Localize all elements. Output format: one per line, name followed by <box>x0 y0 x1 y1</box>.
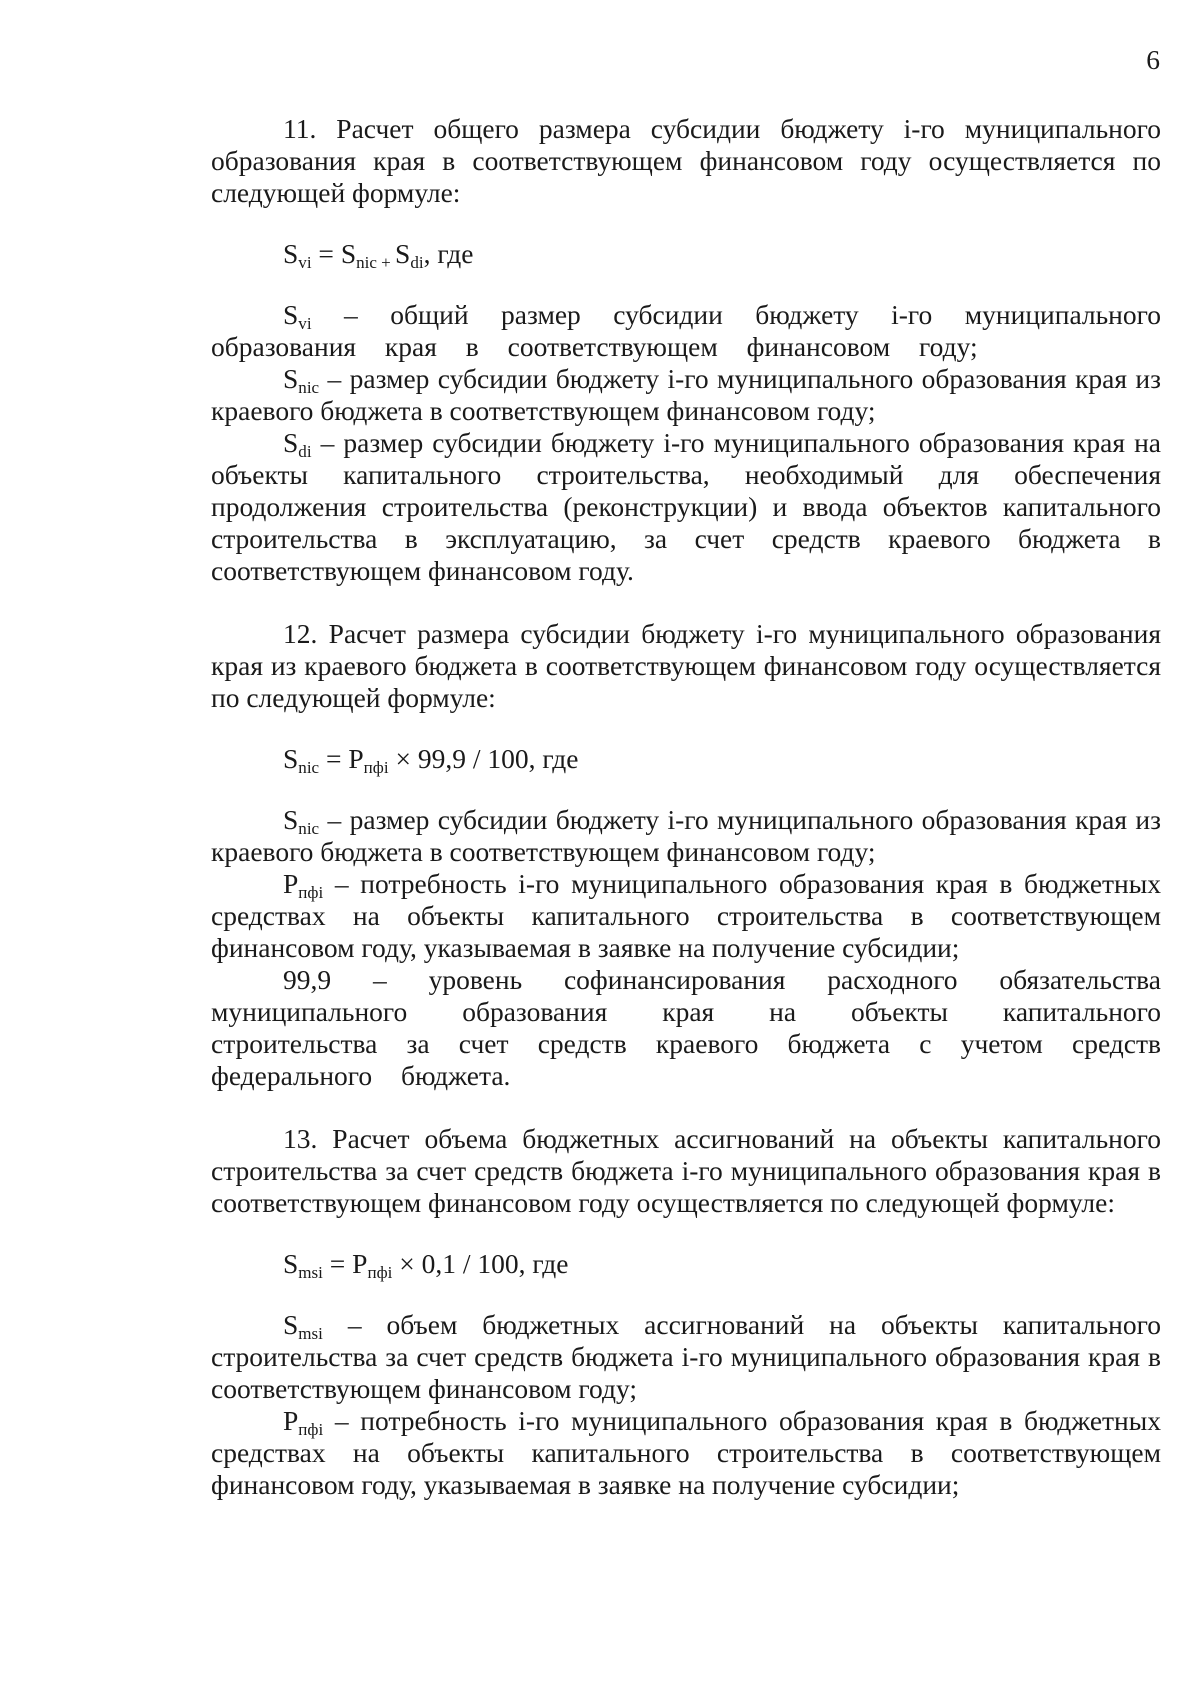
section-12-paragraph: 12. Расчет размера субсидии бюджету i-го муниципального образования края из краевого бюджета в соответствующем финансовом году осуществляется по следующей формуле: <box>211 618 1161 713</box>
definition-ppfi: $P_{пфi}$ – потребность i-го муниципального образования края в бюджетных средствах на объекты капитального строительства в соответствующем финансовом году, указываемая в заявке на получение субсидии; <box>211 868 1161 963</box>
document-body <box>211 113 1161 1501</box>
formula-smsi: $S_{msi} = P_{пфi} \times 0,1 / 100$, где <box>283 1248 569 1282</box>
definition-cofinancing-level: 99,9 – уровень софинансирования расходного обязательства муниципального образования края на объекты капитального строительства за счет средств краевого бюджета с учетом средств федерального бюджета. <box>211 964 1161 1091</box>
section-11-paragraph: 11. Расчет общего размера субсидии бюджету i-го муниципального образования края в соответствующем финансовом году осуществляется по следующей формуле: <box>211 113 1161 208</box>
definition-ppfi-2: $P_{пфi}$ – потребность i-го муниципального образования края в бюджетных средствах на объекты капитального строительства в соответствующем финансовом году, указываемая в заявке на получение субсидии; <box>211 1405 1161 1500</box>
definition-snic-2: $S_{nic}$ – размер субсидии бюджету i-го муниципального образования края из краевого бюджета в соответствующем финансовом году; <box>211 804 1161 867</box>
definition-snic: $S_{nic}$ – размер субсидии бюджету i-го муниципального образования края из краевого бюджета в соответствующем финансовом году; <box>211 363 1161 426</box>
page-number: 6 <box>1146 44 1160 75</box>
definition-sdi: $S_{di}$ – размер субсидии бюджету i-го муниципального образования края на объекты капитального строительства, необходимый для обеспечения продолжения строительства (реконструкции) и ввода объектов капитального строительства в эксплуатацию, за счет средств краевого бюджета в соответствующем финансовом году. <box>211 427 1161 586</box>
definition-smsi: $S_{msi}$ – объем бюджетных ассигнований на объекты капитального строительства за счет средств бюджета i-го муниципального образования края в соответствующем финансовом году; <box>211 1309 1161 1404</box>
section-13-paragraph: 13. Расчет объема бюджетных ассигнований на объекты капитального строительства за счет средств бюджета i-го муниципального образования края в соответствующем финансовом году осуществляется по следующей формуле: <box>211 1123 1161 1218</box>
formula-snic: $S_{nic} = P_{пфi} \times 99,9 / 100$, где <box>283 743 579 777</box>
definition-svi: $S_{vi}$ – общий размер субсидии бюджету i-го муниципального образования края в соответствующем финансовом году; <box>211 299 1161 362</box>
formula-svi: $S_{vi} = S_{nic}$ $_+$ $S_{di}$, где <box>283 238 474 272</box>
